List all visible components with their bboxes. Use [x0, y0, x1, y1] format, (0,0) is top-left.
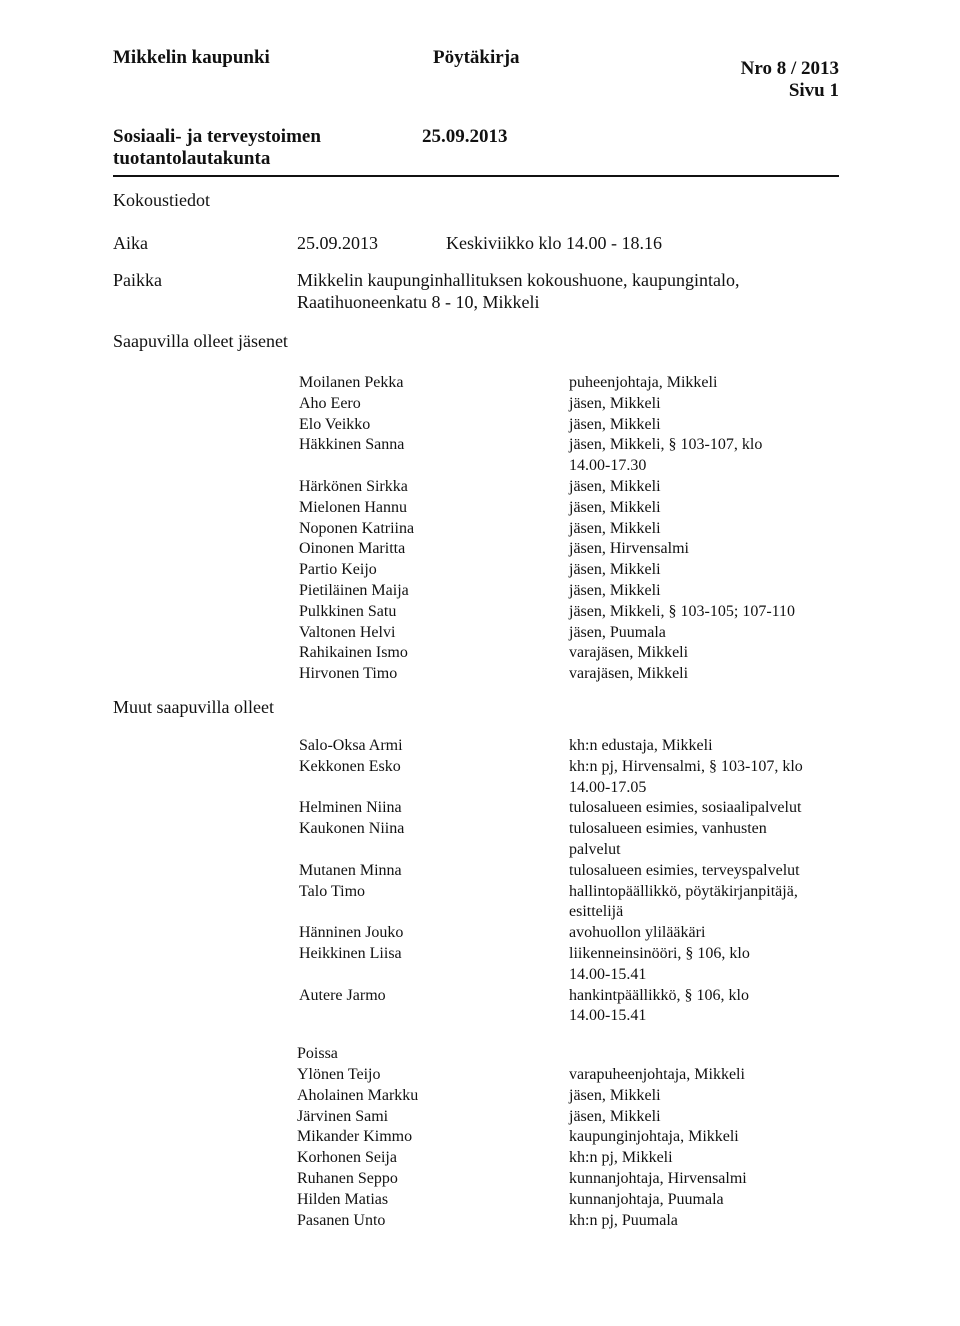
absent-role: jäsen, Mikkeli [569, 1086, 661, 1104]
other-name: Autere Jarmo [299, 986, 386, 1004]
absent-role: varapuheenjohtaja, Mikkeli [569, 1066, 745, 1083]
absent-roles [569, 1065, 747, 1231]
member-name: Valtonen Helvi [299, 623, 396, 641]
org-name: Mikkelin kaupunki [113, 47, 270, 68]
other-name [299, 778, 404, 799]
member-name: Mielonen Hannu [299, 498, 407, 516]
member-role: jäsen, Mikkeli [569, 415, 661, 433]
members-names [299, 373, 414, 685]
member-role: jäsen, Mikkeli [569, 498, 661, 516]
other-role: kh:n edustaja, Mikkeli [569, 737, 713, 754]
member-name: Oinonen Maritta [299, 540, 406, 558]
other-role: esittelijä [569, 903, 624, 921]
member-role: jäsen, Mikkeli [569, 394, 661, 412]
member-name: Rahikainen Ismo [299, 644, 408, 662]
absent-name: Korhonen Seija [297, 1149, 397, 1167]
member-name: Häkkinen Sanna [299, 436, 405, 454]
other-role: 14.00-15.41 [569, 1007, 647, 1025]
other-name: Mutanen Minna [299, 861, 402, 879]
other-role: 14.00-15.41 [569, 965, 647, 983]
other-name: Kaukonen Niina [299, 820, 405, 838]
absent-label: Poissa [297, 1045, 338, 1062]
other-role: 14.00-17.05 [569, 778, 647, 796]
member-name: Partio Keijo [299, 561, 377, 579]
other-name [299, 902, 404, 923]
member-name: Moilanen Pekka [299, 374, 404, 391]
member-role: varajäsen, Mikkeli [569, 644, 689, 662]
place-line1: Mikkelin kaupunginhallituksen kokoushuone, kaupungintalo, [297, 270, 740, 290]
time-label: Aika [113, 233, 148, 253]
section-title: Kokoustiedot [113, 190, 210, 210]
member-name [299, 456, 414, 477]
absent-name: Mikander Kimmo [297, 1128, 413, 1146]
member-name: Hirvonen Timo [299, 665, 398, 683]
member-role: jäsen, Mikkeli, § 103-105; 107-110 [569, 602, 796, 620]
other-role: palvelut [569, 840, 621, 858]
member-name: Elo Veikko [299, 415, 371, 433]
absent-role: kunnanjohtaja, Hirvensalmi [569, 1169, 747, 1187]
member-role: jäsen, Mikkeli [569, 581, 661, 599]
absent-name: Aholainen Markku [297, 1086, 419, 1104]
other-role: kh:n pj, Hirvensalmi, § 103-107, klo [569, 757, 803, 775]
place-label: Paikka [113, 270, 162, 290]
other-name: Hänninen Jouko [299, 924, 404, 942]
absent-role: kh:n pj, Mikkeli [569, 1149, 673, 1167]
other-name: Kekkonen Esko [299, 757, 401, 775]
others-names [299, 736, 404, 1027]
member-role: jäsen, Mikkeli, § 103-107, klo [569, 436, 763, 454]
absent-name: Ylönen Teijo [297, 1066, 381, 1083]
other-role: tulosalueen esimies, vanhusten [569, 820, 767, 838]
other-role: liikenneinsinööri, § 106, klo [569, 944, 750, 962]
member-name: Noponen Katriina [299, 519, 415, 537]
other-role: hankintpäällikkö, § 106, klo [569, 986, 749, 1004]
committee-name-line1: Sosiaali- ja terveystoimen [113, 126, 321, 147]
member-name: Aho Eero [299, 394, 361, 412]
member-role: jäsen, Puumala [569, 623, 666, 641]
other-name: Talo Timo [299, 882, 366, 900]
member-name: Pulkkinen Satu [299, 602, 397, 620]
other-role: avohuollon ylilääkäri [569, 924, 706, 942]
absent-name: Hilden Matias [297, 1190, 389, 1208]
absent-names [297, 1065, 418, 1231]
committee-name-line2: tuotantolautakunta [113, 148, 271, 169]
other-name: Salo-Oksa Armi [299, 737, 403, 754]
other-name: Helminen Niina [299, 799, 402, 817]
absent-role: kunnanjohtaja, Puumala [569, 1190, 724, 1208]
absent-role: kh:n pj, Puumala [569, 1211, 678, 1229]
page-number: Sivu 1 [788, 80, 839, 101]
member-name: Härkönen Sirkka [299, 477, 408, 495]
absent-role: kaupunginjohtaja, Mikkeli [569, 1128, 739, 1146]
other-role: tulosalueen esimies, terveyspalvelut [569, 861, 800, 879]
absent-name: Ruhanen Seppo [297, 1169, 398, 1187]
member-role: puheenjohtaja, Mikkeli [569, 374, 718, 391]
member-role: jäsen, Mikkeli [569, 519, 661, 537]
time-value: Keskiviikko klo 14.00 - 18.16 [446, 233, 662, 253]
member-role: 14.00-17.30 [569, 457, 647, 475]
other-name [299, 965, 404, 986]
time-date: 25.09.2013 [297, 233, 378, 253]
members-roles [569, 373, 795, 685]
meeting-date: 25.09.2013 [422, 126, 508, 147]
member-role: varajäsen, Mikkeli [569, 665, 689, 683]
member-name: Pietiläinen Maija [299, 581, 409, 599]
absent-role: jäsen, Mikkeli [569, 1107, 661, 1125]
members-label: Saapuvilla olleet jäsenet [113, 331, 288, 351]
other-role: tulosalueen esimies, sosiaalipalvelut [569, 799, 802, 817]
absent-name: Järvinen Sami [297, 1107, 389, 1125]
doc-type: Pöytäkirja [433, 47, 520, 68]
other-name [299, 840, 404, 861]
others-label: Muut saapuvilla olleet [113, 697, 274, 717]
member-role: jäsen, Mikkeli [569, 477, 661, 495]
other-name: Heikkinen Liisa [299, 944, 402, 962]
member-role: jäsen, Mikkeli [569, 561, 661, 579]
place-line2: Raatihuoneenkatu 8 - 10, Mikkeli [297, 292, 540, 312]
absent-name: Pasanen Unto [297, 1211, 386, 1229]
header-divider [113, 175, 839, 177]
doc-number: Nro 8 / 2013 [740, 58, 839, 79]
member-role: jäsen, Hirvensalmi [569, 540, 689, 558]
others-roles [569, 736, 803, 1027]
other-name [299, 1006, 404, 1027]
other-role: hallintopäällikkö, pöytäkirjanpitäjä, [569, 882, 798, 900]
